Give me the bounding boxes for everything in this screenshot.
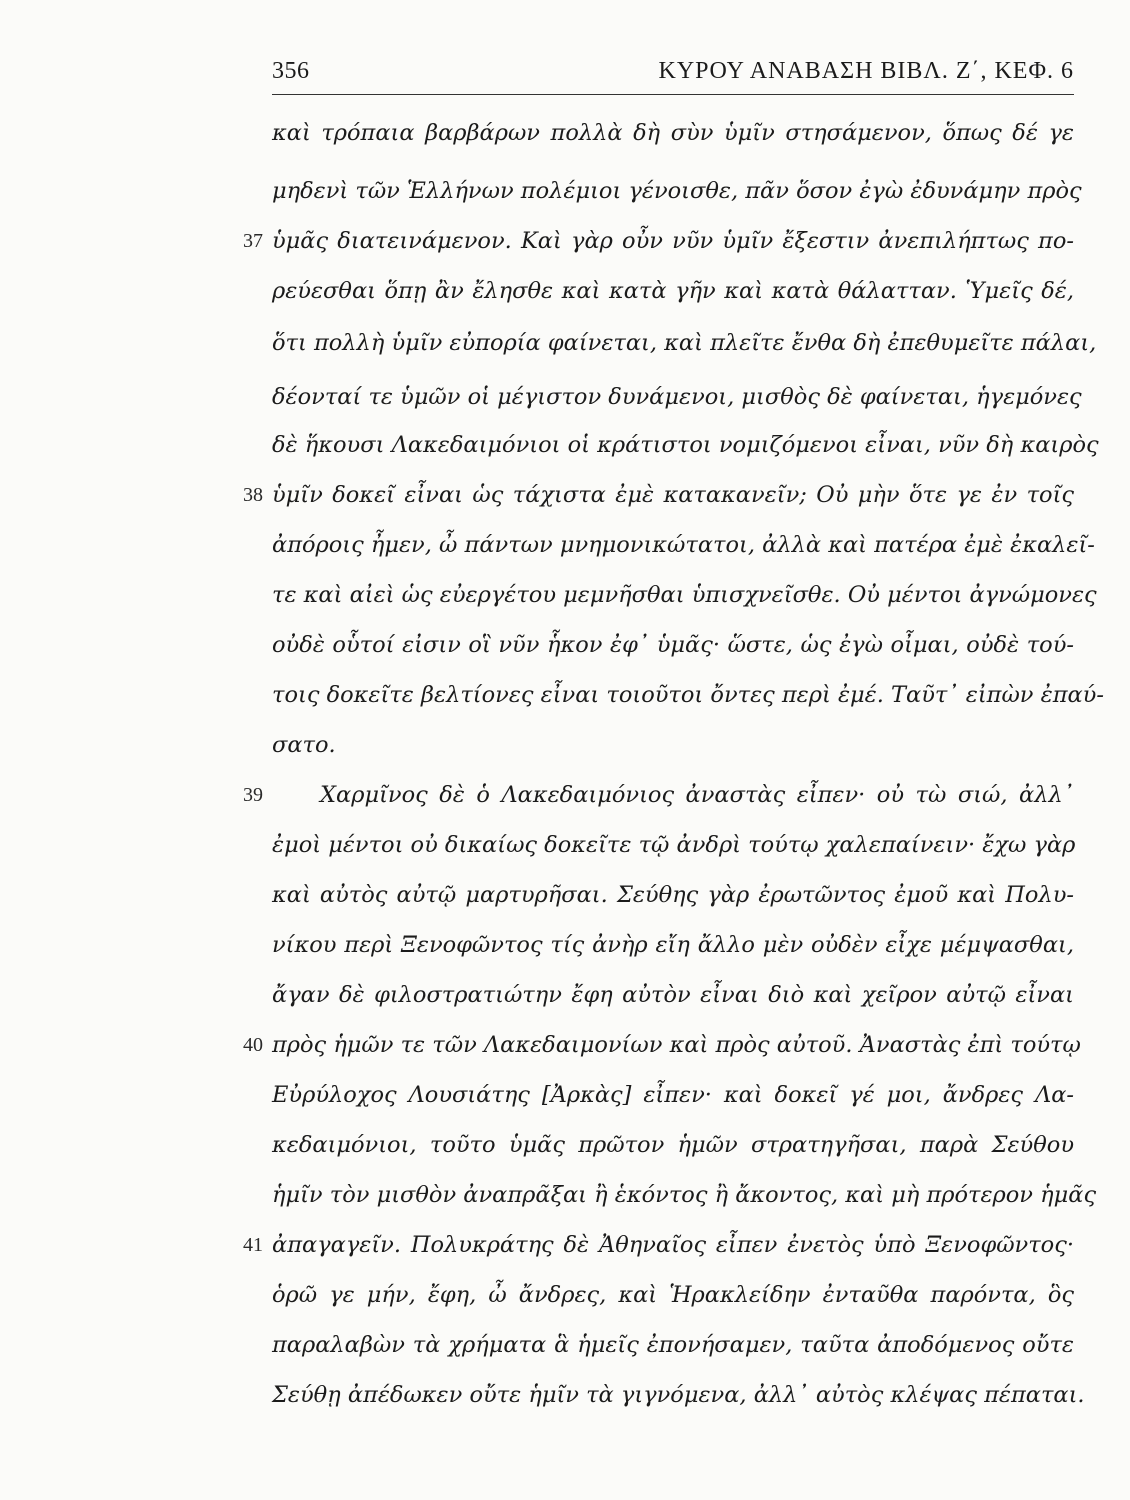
text-line: δὲ ἥκουσι Λακεδαιμόνιοι οἱ κράτιστοι νομιζόμενοι εἶναι, νῦν δὴ καιρὸς: [272, 432, 1099, 458]
text-line: οὐδὲ οὗτοί εἰσιν οἳ νῦν ἧκον ἐφ᾿ ὑμᾶς· ὥστε, ὡς ἐγὼ οἶμαι, οὐδὲ τού-: [272, 632, 1074, 658]
text-line: τοις δοκεῖτε βελτίονες εἶναι τοιοῦτοι ὄντες περὶ ἐμέ. Ταῦτ᾿ εἰπὼν ἐπαύ-: [272, 682, 1104, 708]
text-line: ἄγαν δὲ φιλοστρατιώτην ἔφη αὐτὸν εἶναι διὸ καὶ χεῖρον αὐτῷ εἶναι: [272, 982, 1074, 1008]
section-number: 38: [243, 484, 263, 506]
running-title: ΚΥΡΟΥ ΑΝΑΒΑΣΗ ΒΙΒΛ. Ζ΄, ΚΕΦ. 6: [658, 58, 1074, 84]
text-line: καὶ αὐτὸς αὐτῷ μαρτυρῆσαι. Σεύθης γὰρ ἐρωτῶντος ἐμοῦ καὶ Πολυ-: [272, 882, 1074, 908]
text-line: παραλαβὼν τὰ χρήματα ἃ ἡμεῖς ἐπονήσαμεν, ταῦτα ἀποδόμενος οὔτε: [272, 1332, 1074, 1358]
text-line: ἡμῖν τὸν μισθὸν ἀναπρᾶξαι ἢ ἑκόντος ἢ ἄκοντος, καὶ μὴ πρότερον ἡμᾶς: [272, 1182, 1097, 1208]
text-line: καὶ τρόπαια βαρβάρων πολλὰ δὴ σὺν ὑμῖν στησάμενον, ὅπως δέ γε: [272, 120, 1074, 146]
page-number: 356: [272, 58, 310, 84]
text-line: κεδαιμόνιοι, τοῦτο ὑμᾶς πρῶτον ἡμῶν στρατηγῆσαι, παρὰ Σεύθου: [272, 1132, 1074, 1158]
text-line: Χαρμῖνος δὲ ὁ Λακεδαιμόνιος ἀναστὰς εἶπεν· οὐ τὼ σιώ, ἀλλ᾿: [320, 782, 1074, 808]
text-line: δέονταί τε ὑμῶν οἱ μέγιστον δυνάμενοι, μισθὸς δὲ φαίνεται, ἡγεμόνες: [272, 384, 1082, 410]
text-line: ἐμοὶ μέντοι οὐ δικαίως δοκεῖτε τῷ ἀνδρὶ τούτῳ χαλεπαίνειν· ἔχω γὰρ: [272, 832, 1076, 858]
section-number: 37: [243, 230, 263, 252]
section-number: 39: [243, 784, 263, 806]
text-line: σατο.: [272, 732, 336, 758]
text-line: μηδενὶ τῶν Ἑλλήνων πολέμιοι γένοισθε, πᾶν ὅσον ἐγὼ ἐδυνάμην πρὸς: [272, 178, 1082, 204]
text-line: Σεύθῃ ἀπέδωκεν οὔτε ἡμῖν τὰ γιγνόμενα, ἀλλ᾿ αὐτὸς κλέψας πέπαται.: [272, 1382, 1085, 1408]
text-line: ὑμᾶς διατεινάμενον. Καὶ γὰρ οὖν νῦν ὑμῖν ἔξεστιν ἀνεπιλήπτως πο-: [272, 228, 1074, 254]
text-line: νίκου περὶ Ξενοφῶντος τίς ἀνὴρ εἴη ἄλλο μὲν οὐδὲν εἶχε μέμψασθαι,: [272, 932, 1074, 958]
text-line: ρεύεσθαι ὅπῃ ἂν ἔλησθε καὶ κατὰ γῆν καὶ κατὰ θάλατταν. Ὑμεῖς δέ,: [272, 278, 1074, 304]
section-number: 41: [243, 1234, 263, 1256]
header-rule: [272, 94, 1074, 95]
running-head: [272, 58, 1074, 88]
text-line: Εὐρύλοχος Λουσιάτης [Ἀρκὰς] εἶπεν· καὶ δοκεῖ γέ μοι, ἄνδρες Λα-: [272, 1082, 1074, 1108]
text-line: τε καὶ αἰεὶ ὡς εὐεργέτου μεμνῆσθαι ὑπισχνεῖσθε. Οὐ μέντοι ἀγνώμονες: [272, 582, 1097, 608]
text-line: ὅτι πολλὴ ὑμῖν εὐπορία φαίνεται, καὶ πλεῖτε ἔνθα δὴ ἐπεθυμεῖτε πάλαι,: [272, 330, 1097, 356]
text-line: ὁρῶ γε μήν, ἔφη, ὦ ἄνδρες, καὶ Ἡρακλείδην ἐνταῦθα παρόντα, ὃς: [272, 1282, 1074, 1308]
text-line: ἀπόροις ἦμεν, ὦ πάντων μνημονικώτατοι, ἀλλὰ καὶ πατέρα ἐμὲ ἐκαλεῖ-: [272, 532, 1095, 558]
section-number: 40: [243, 1034, 263, 1056]
text-line: ὑμῖν δοκεῖ εἶναι ὡς τάχιστα ἐμὲ κατακανεῖν; Οὐ μὴν ὅτε γε ἐν τοῖς: [272, 482, 1074, 508]
text-line: ἀπαγαγεῖν. Πολυκράτης δὲ Ἀθηναῖος εἶπεν ἐνετὸς ὑπὸ Ξενοφῶντος·: [272, 1232, 1074, 1258]
text-line: πρὸς ἡμῶν τε τῶν Λακεδαιμονίων καὶ πρὸς αὐτοῦ. Ἀναστὰς ἐπὶ τούτῳ: [272, 1032, 1081, 1058]
